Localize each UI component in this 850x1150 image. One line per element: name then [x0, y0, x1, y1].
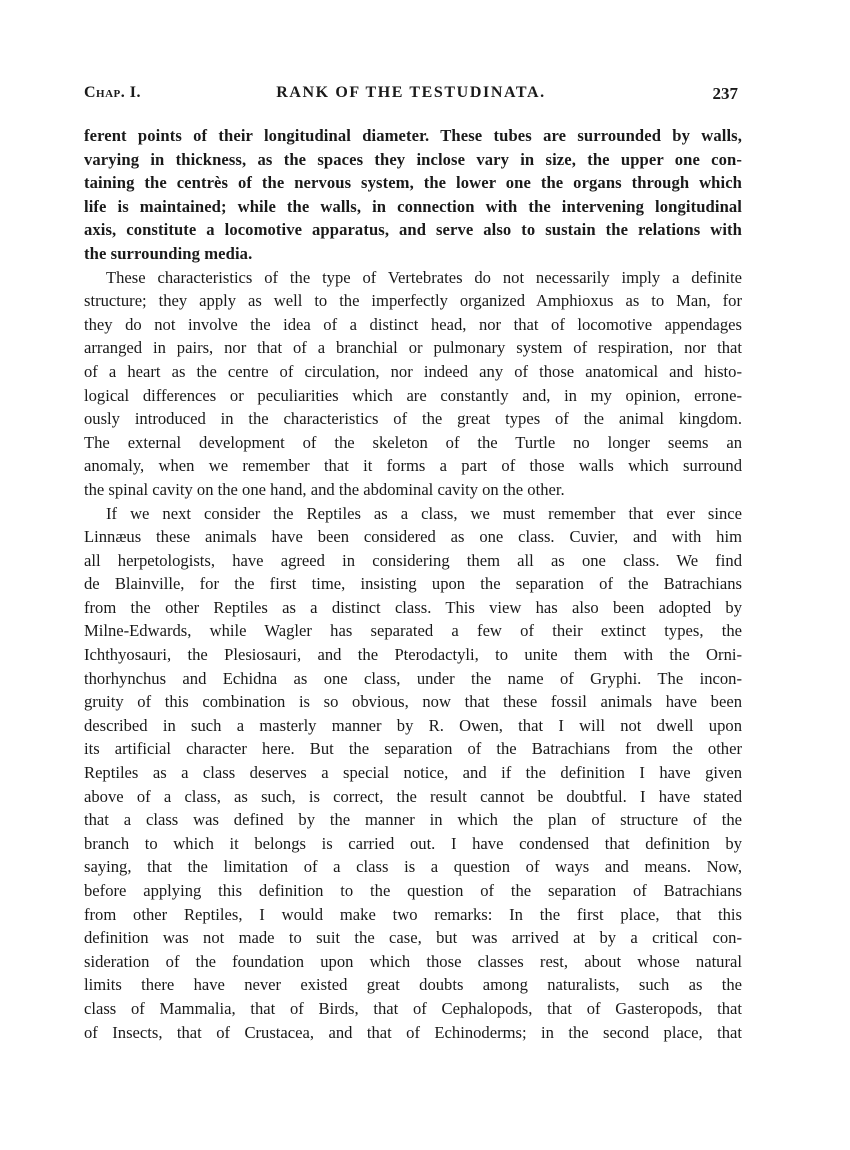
text-line: they do not involve the idea of a distinct head, nor that of locomotive appendages: [84, 314, 742, 334]
paragraph: [84, 502, 742, 1045]
text-line: arranged in pairs, nor that of a branchial or pulmonary system of respiration, nor that: [84, 338, 742, 358]
text-line: If we next consider the Reptiles as a class, we must remember that ever since: [106, 503, 742, 523]
text-line: Reptiles as a class deserves a special notice, and if the definition I have given: [84, 763, 742, 783]
paragraph: [84, 266, 742, 502]
text-line: life is maintained; while the walls, in connection with the intervening longitudinal: [84, 196, 742, 216]
text-line: Milne-Edwards, while Wagler has separated a few of their extinct types, the: [84, 621, 742, 641]
text-line: logical differences or peculiarities which are constantly and, in my opinion, errone-: [84, 385, 742, 405]
text-line: ously introduced in the characteristics of the great types of the animal kingdom.: [84, 409, 742, 429]
text-line: anomaly, when we remember that it forms a part of those walls which surround: [84, 456, 742, 476]
text-line: thorhynchus and Echidna as one class, under the name of Gryphi. The incon-: [84, 668, 742, 688]
paragraph: [84, 124, 742, 266]
text-line: taining the centrès of the nervous system, the lower one the organs through which: [84, 173, 742, 193]
text-line: gruity of this combination is so obvious, now that these fossil animals have been: [84, 692, 742, 712]
text-line: class of Mammalia, that of Birds, that of Cephalopods, that of Gasteropods, that: [84, 998, 742, 1018]
text-line: structure; they apply as well to the imperfectly organized Amphioxus as to Man, for: [84, 291, 742, 311]
text-line: These characteristics of the type of Vertebrates do not necessarily imply a definite: [106, 267, 742, 287]
chapter-label: Chap. I.: [84, 84, 142, 101]
text-line: that a class was defined by the manner in which the plan of structure of the: [84, 810, 742, 830]
text-line: from other Reptiles, I would make two remarks: In the first place, that this: [84, 904, 742, 924]
text-line: axis, constitute a locomotive apparatus, and serve also to sustain the relations with: [84, 220, 742, 240]
running-head: [84, 84, 738, 106]
text-line: its artificial character here. But the separation of the Batrachians from the other: [84, 739, 742, 759]
text-line: varying in thickness, as the spaces they inclose vary in size, the upper one con-: [84, 149, 742, 169]
text-line: of Insects, that of Crustacea, and that of Echinoderms; in the second place, that: [84, 1022, 742, 1042]
text-line: saying, that the limitation of a class is a question of ways and means. Now,: [84, 857, 742, 877]
body-text: [84, 124, 742, 1044]
page-title: RANK OF THE TESTUDINATA.: [276, 84, 546, 101]
text-line: above of a class, as such, is correct, the result cannot be doubtful. I have stated: [84, 786, 742, 806]
text-line: Linnæus these animals have been considered as one class. Cuvier, and with him: [84, 527, 742, 547]
text-line: all herpetologists, have agreed in considering them all as one class. We find: [84, 550, 742, 570]
text-line: the spinal cavity on the one hand, and the abdominal cavity on the other.: [84, 479, 565, 499]
text-line: ferent points of their longitudinal diameter. These tubes are surrounded by walls,: [84, 126, 742, 145]
text-line: limits there have never existed great doubts among naturalists, such as the: [84, 975, 742, 995]
text-line: the surrounding media.: [84, 243, 253, 263]
text-line: de Blainville, for the first time, insisting upon the separation of the Batrachians: [84, 574, 742, 594]
text-line: definition was not made to suit the case, but was arrived at by a critical con-: [84, 928, 742, 948]
text-line: branch to which it belongs is carried out. I have condensed that definition by: [84, 833, 742, 853]
text-line: Ichthyosauri, the Plesiosauri, and the Pterodactyli, to unite them with the Orni-: [84, 645, 742, 665]
text-line: from the other Reptiles as a distinct class. This view has also been adopted by: [84, 597, 742, 617]
text-line: The external development of the skeleton of the Turtle no longer seems an: [84, 432, 742, 452]
text-line: described in such a masterly manner by R. Owen, that I will not dwell upon: [84, 715, 742, 735]
page-number: 237: [712, 84, 738, 103]
text-line: before applying this definition to the question of the separation of Batrachians: [84, 881, 742, 900]
text-line: sideration of the foundation upon which those classes rest, about whose natural: [84, 951, 742, 971]
text-line: of a heart as the centre of circulation, nor indeed any of those anatomical and histo-: [84, 361, 742, 381]
